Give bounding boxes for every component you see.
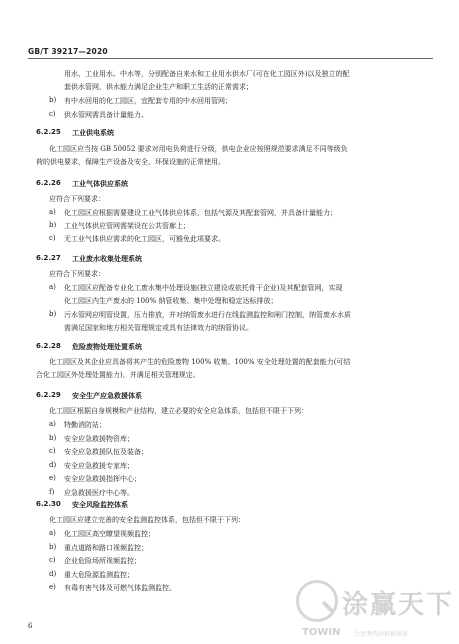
list-item: 工业气体供应管网需架设在公共管廊上； bbox=[64, 222, 190, 230]
section-title: 工业废水收集处理系统 bbox=[72, 255, 142, 263]
list-marker: a) bbox=[49, 208, 56, 216]
watermark bbox=[296, 580, 456, 642]
list-item: 重大危险源监测监控； bbox=[64, 570, 134, 579]
list-marker: c) bbox=[49, 556, 56, 564]
header-rule bbox=[28, 58, 433, 59]
list-marker: d) bbox=[49, 460, 57, 469]
list-item: 安全应急救援队伍及装备； bbox=[64, 448, 148, 456]
list-item: 污水管网应明管设置，压力排放，并对纳管废水进行在线监测监控和闸门控制，纳管废水水质 bbox=[64, 311, 351, 319]
list-item: 应急救援医疗中心等。 bbox=[64, 488, 134, 497]
list-marker: b) bbox=[49, 542, 57, 551]
list-marker: b) bbox=[49, 310, 57, 318]
list-marker: d) bbox=[49, 569, 57, 578]
list-marker: a) bbox=[49, 529, 56, 537]
section-number: 6.2.25 bbox=[36, 128, 61, 136]
section-title: 安全风险监控体系 bbox=[72, 501, 128, 509]
section-title: 工业供电系统 bbox=[72, 129, 114, 137]
list-item: 化工园区应根据需要建设工业气体供应体系，包括气源及其配套管网，并具备计量能力； bbox=[64, 209, 337, 217]
list-item: 供水管网需具备计量能力。 bbox=[64, 111, 148, 119]
section-title: 危险废物处理处置系统 bbox=[72, 343, 142, 351]
list-item: 化工园区应配备专业化工废水集中处理设施(独立建设或依托骨干企业)及其配套管网，实现 bbox=[64, 284, 343, 292]
list-item: 安全应急救援物资库； bbox=[64, 434, 134, 443]
paragraph-line: 应符合下列要求： bbox=[49, 195, 105, 203]
paragraph-line: 用水、工业用水、中水等，分别配备自来水和工业用水供水厂(可在化工园区外)以及独立的配 bbox=[64, 70, 350, 78]
list-item: 安全应急救援专家库； bbox=[64, 461, 134, 470]
paragraph-line: 荷的供电要求，保障生产设备及安全、环保设施的正常使用。 bbox=[36, 158, 225, 166]
list-item: 重点道路和路口视频监控； bbox=[64, 543, 148, 552]
list-marker: e) bbox=[49, 474, 56, 482]
watermark-tagline: 会思考的涂料新媒体 bbox=[354, 631, 409, 638]
list-item: 化工园区内生产废水的 100% 纳管收集、集中处理和稳定达标排放； bbox=[64, 297, 278, 305]
paragraph-line: 化工园区及其企业应具备将其产生的危险废物 100% 收集、100% 安全处理处置的配套能力(可结 bbox=[49, 358, 351, 366]
section-title: 工业气体供应系统 bbox=[72, 180, 128, 188]
list-marker: b) bbox=[49, 433, 57, 442]
list-marker: c) bbox=[49, 447, 56, 455]
page-number: 6 bbox=[28, 622, 33, 630]
paragraph-line: 化工园区应当按 GB 50052 要求对用电负荷进行分级，供电企业应按照规范要求满足不同等级负 bbox=[49, 145, 348, 153]
paragraph-line: 套供水管网，供水能力满足企业生产和职工生活的正常需求； bbox=[64, 83, 253, 91]
list-item: 有毒有害气体及可燃气体监测监控。 bbox=[64, 584, 176, 592]
section-number: 6.2.30 bbox=[36, 500, 61, 508]
list-marker: c) bbox=[49, 234, 56, 242]
watermark-brand: TOWIN bbox=[302, 627, 341, 638]
list-item: 企业危险场所视频监控； bbox=[64, 557, 141, 565]
paragraph-line: 化工园区根据自身规模和产业结构，建立必要的安全应急体系，包括但不限于下列： bbox=[49, 407, 308, 415]
paragraph-line: 化工园区应建立完善的安全监测监控体系，包括但不限于下列： bbox=[49, 516, 245, 524]
list-item: 需满足国家和地方相关管理规定或具有法律效力的纳管协议。 bbox=[64, 324, 253, 332]
list-marker: a) bbox=[49, 283, 56, 291]
paragraph-line: 应符合下列要求： bbox=[49, 270, 105, 278]
section-title: 安全生产应急救援体系 bbox=[72, 392, 142, 400]
list-item: 安全应急救援指挥中心； bbox=[64, 475, 141, 483]
list-item: 有中水回用的化工园区，宜配套专用的中水回用管网； bbox=[64, 97, 232, 105]
standard-code: GB/T 39217—2020 bbox=[28, 47, 108, 56]
section-number: 6.2.27 bbox=[36, 254, 61, 262]
watermark-logo-icon bbox=[296, 580, 338, 622]
watermark-title: 涂赢天下 bbox=[342, 590, 455, 620]
section-number: 6.2.26 bbox=[36, 179, 61, 187]
section-number: 6.2.29 bbox=[36, 391, 61, 399]
list-marker: c) bbox=[49, 110, 56, 118]
list-marker: f) bbox=[49, 487, 55, 496]
paragraph-line: 合化工园区外处理处置能力)，并满足相关管理规定。 bbox=[36, 371, 200, 379]
list-item: 无工业气体供应需求的化工园区，可豁免此项要求。 bbox=[64, 235, 225, 243]
list-marker: e) bbox=[49, 583, 56, 591]
list-marker: b) bbox=[49, 221, 57, 229]
list-marker: b) bbox=[49, 96, 57, 104]
list-item: 特勤消防站； bbox=[64, 421, 106, 429]
list-item: 化工园区高空瞭望视频监控； bbox=[64, 530, 155, 538]
list-marker: a) bbox=[49, 420, 56, 428]
section-number: 6.2.28 bbox=[36, 342, 61, 350]
